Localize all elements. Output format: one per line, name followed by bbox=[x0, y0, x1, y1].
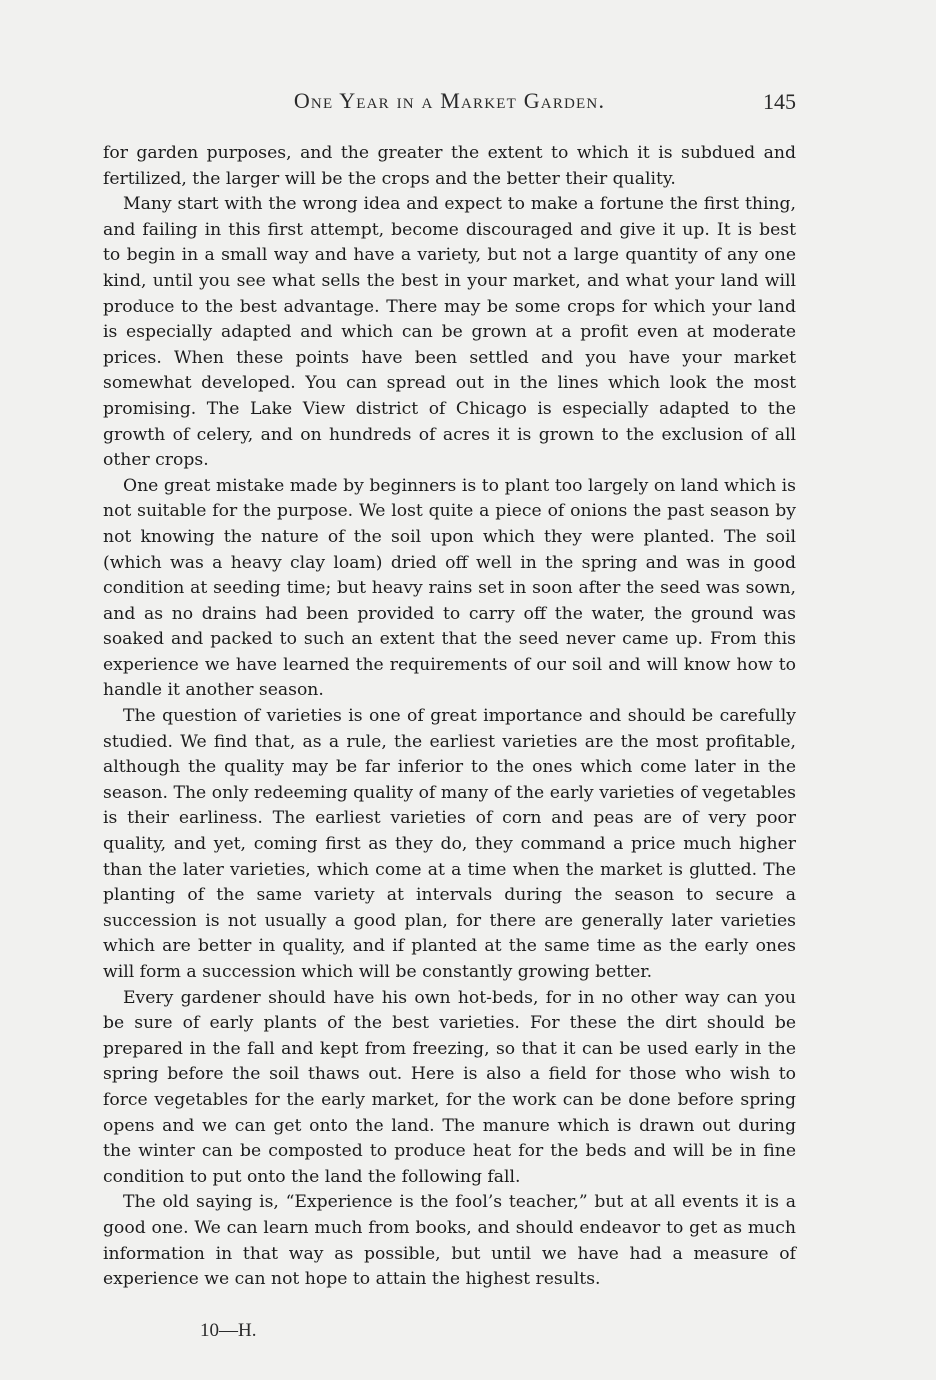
paragraph-varieties: The question of varieties is one of great importance and should be carefully studied. We find that, as a rule, the earliest varieties are the most profitable, although the quality may be far inferior to the ones which come later in the season. The only redeeming quality of many of the early varieties of vegetables is their earliness. The earliest varieties of corn and peas are of very poor quality, and yet, coming first as they do, they command a price much higher than the later varieties, which come at a time when the market is glutted. The planting of the same variety at intervals during the season to secure a succession is not usually a good plan, for there are generally later varieties which are better in quality, and if planted at the same time as the early ones will form a succession which will be constantly growing better. bbox=[103, 706, 796, 982]
signature-mark: 10—H. bbox=[200, 1320, 257, 1341]
running-head bbox=[103, 86, 796, 120]
paragraph-experience: The old saying is, “Experience is the fool’s teacher,” but at all events it is a good one. We can learn much from books, and should endeavor to get as much information in that way as possible, but until we have had a measure of experience we can not hope to attain the highest results. bbox=[103, 1192, 796, 1290]
paragraph-fortune: Many start with the wrong idea and expect to make a fortune the first thing, and failing in this first attempt, become discouraged and give it up. It is best to begin in a small way and have a variety, but not a large quantity of any one kind, until you see what sells the best in your market, and what your land will produce to the best advantage. There may be some crops for which your land is especially adapted and which can be grown at a profit even at moderate prices. When these points have been settled and you have your market somewhat developed. You can spread out in the lines which look the most promising. The Lake View district of Chicago is especially adapted to the growth of celery, and on hundreds of acres it is grown to the exclusion of all other crops. bbox=[103, 194, 796, 471]
paragraph-mistake: One great mistake made by beginners is to plant too largely on land which is not suitable for the purpose. We lost quite a piece of onions the past season by not knowing the nature of the soil upon which they were planted. The soil (which was a heavy clay loam) dried off well in the spring and was in good condition at seeding time; but heavy rains set in soon after the seed was sown, and as no drains had been provided to carry off the water, the ground was soaked and packed to such an extent that the seed never came up. From this experience we have learned the requirements of our soil and will know how to handle it another season. bbox=[103, 475, 796, 701]
paragraph-hot-beds: Every gardener should have his own hot-beds, for in no other way can you be sure of early plants of the best varieties. For these the dirt should be prepared in the fall and kept from freezing, so that it can be used early in the spring before the soil thaws out. Here is also a field for those who wish to force vegetables for the early market, for the work can be done before spring opens and we can get onto the land. The manure which is drawn out during the winter can be composted to produce heat for the beds and will be in fine condition to put onto the land the following fall. bbox=[103, 987, 796, 1187]
paragraph-continued: for garden purposes, and the greater the extent to which it is subdued and fertilized, the larger will be the crops and the better their quality. bbox=[103, 143, 796, 189]
page-number: 145 bbox=[763, 89, 796, 114]
body-text bbox=[103, 141, 796, 1293]
running-title: One Year in a Market Garden. bbox=[293, 88, 606, 113]
